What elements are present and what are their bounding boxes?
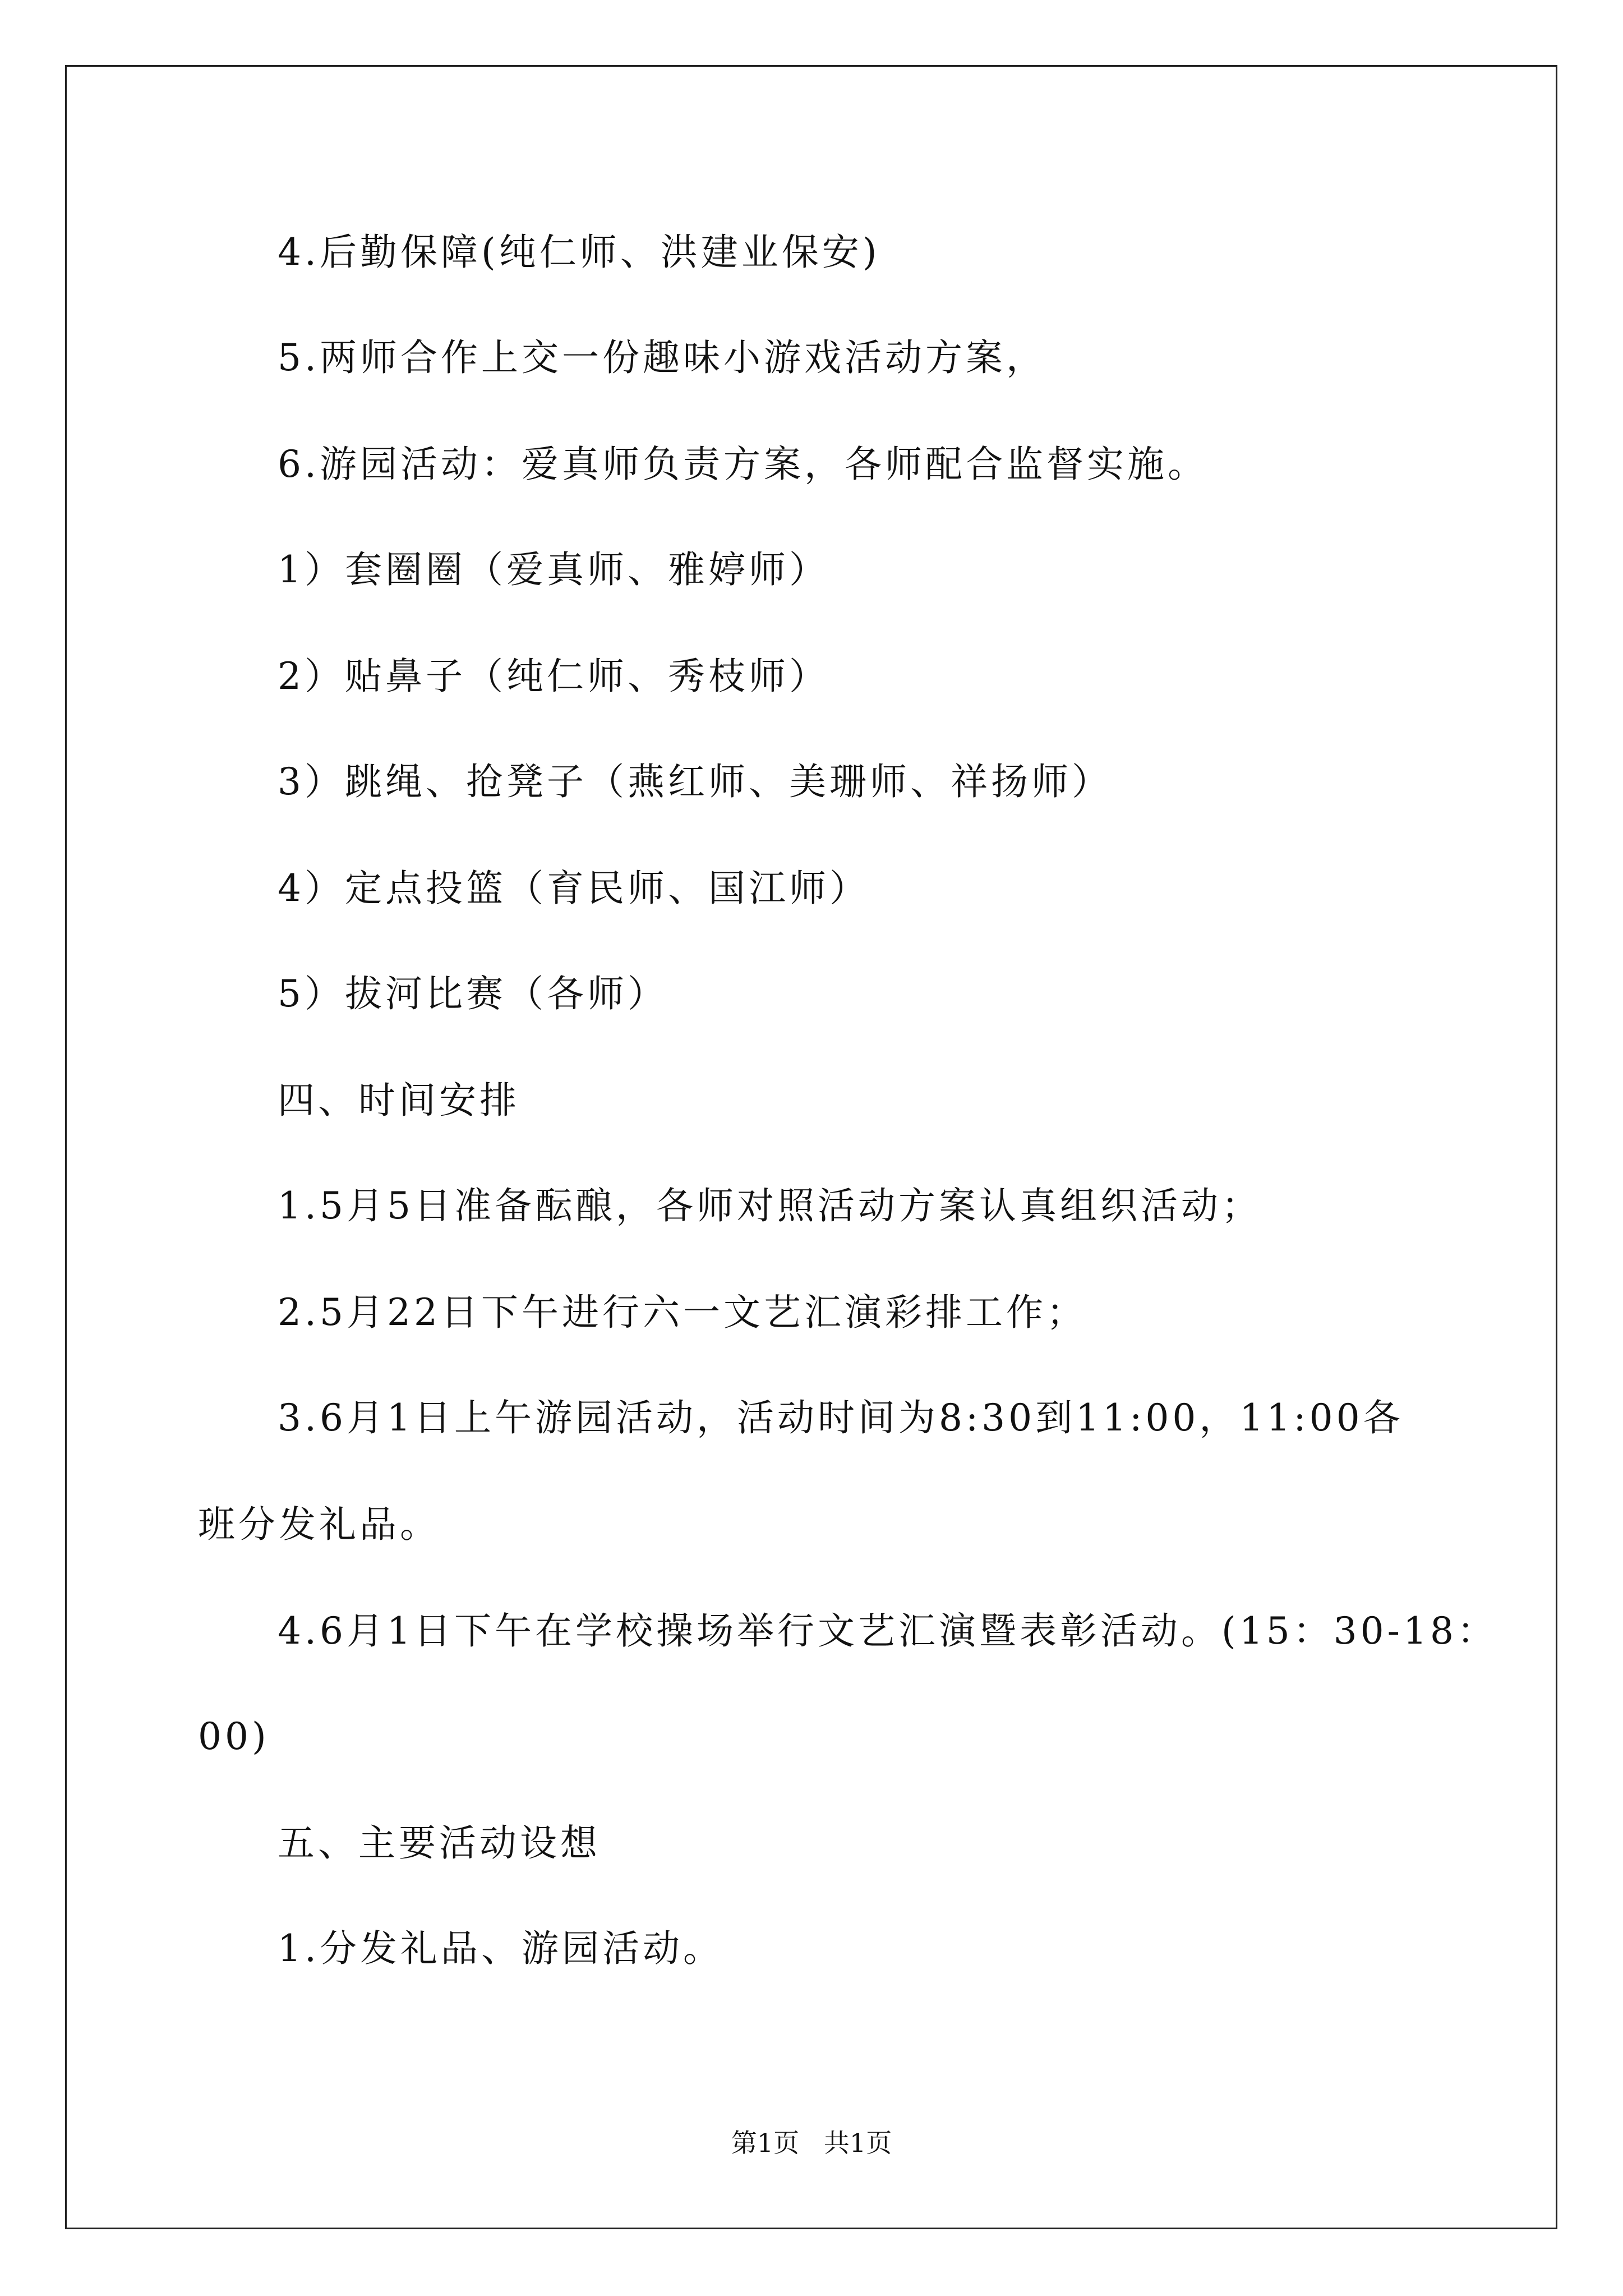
- activity-item-1: 1.分发礼品、游园活动。: [278, 1927, 723, 1970]
- paragraph-logistics: 4.后勤保障(纯仁师、洪建业保安): [278, 231, 880, 274]
- schedule-item-2: 2.5月22日下午进行六一文艺汇演彩排工作；: [278, 1291, 1087, 1334]
- list-item-ring-toss: 1）套圈圈（爱真师、雅婷师）: [278, 548, 829, 591]
- paragraph-game-proposal: 5.两师合作上交一份趣味小游戏活动方案，: [278, 336, 1046, 379]
- schedule-item-3-cont: 班分发礼品。: [198, 1503, 440, 1546]
- schedule-item-3: 3.6月1日上午游园活动，活动时间为8:30到11:00，11:00各: [278, 1396, 1404, 1439]
- list-item-pin-nose: 2）贴鼻子（纯仁师、秀枝师）: [278, 655, 829, 698]
- schedule-item-4: 4.6月1日下午在学校操场举行文艺汇演暨表彰活动。(15：30-18：: [278, 1609, 1497, 1653]
- section-heading-schedule: 四、时间安排: [278, 1079, 520, 1122]
- section-heading-activities: 五、主要活动设想: [278, 1821, 601, 1865]
- list-item-basketball: 4）定点投篮（育民师、国江师）: [278, 867, 870, 910]
- page-footer: 第1页 共1页: [731, 2128, 892, 2158]
- list-item-jump-rope: 3）跳绳、抢凳子（燕红师、美珊师、祥扬师）: [278, 760, 1112, 803]
- list-item-tug-of-war: 5）拔河比赛（各师）: [278, 972, 668, 1015]
- paragraph-garden-activity: 6.游园活动：爱真师负责方案，各师配合监督实施。: [278, 443, 1208, 486]
- schedule-item-1: 1.5月5日准备酝酿，各师对照活动方案认真组织活动；: [278, 1184, 1262, 1227]
- schedule-item-4-cont: 00): [198, 1715, 270, 1758]
- page-frame: [65, 65, 1557, 2229]
